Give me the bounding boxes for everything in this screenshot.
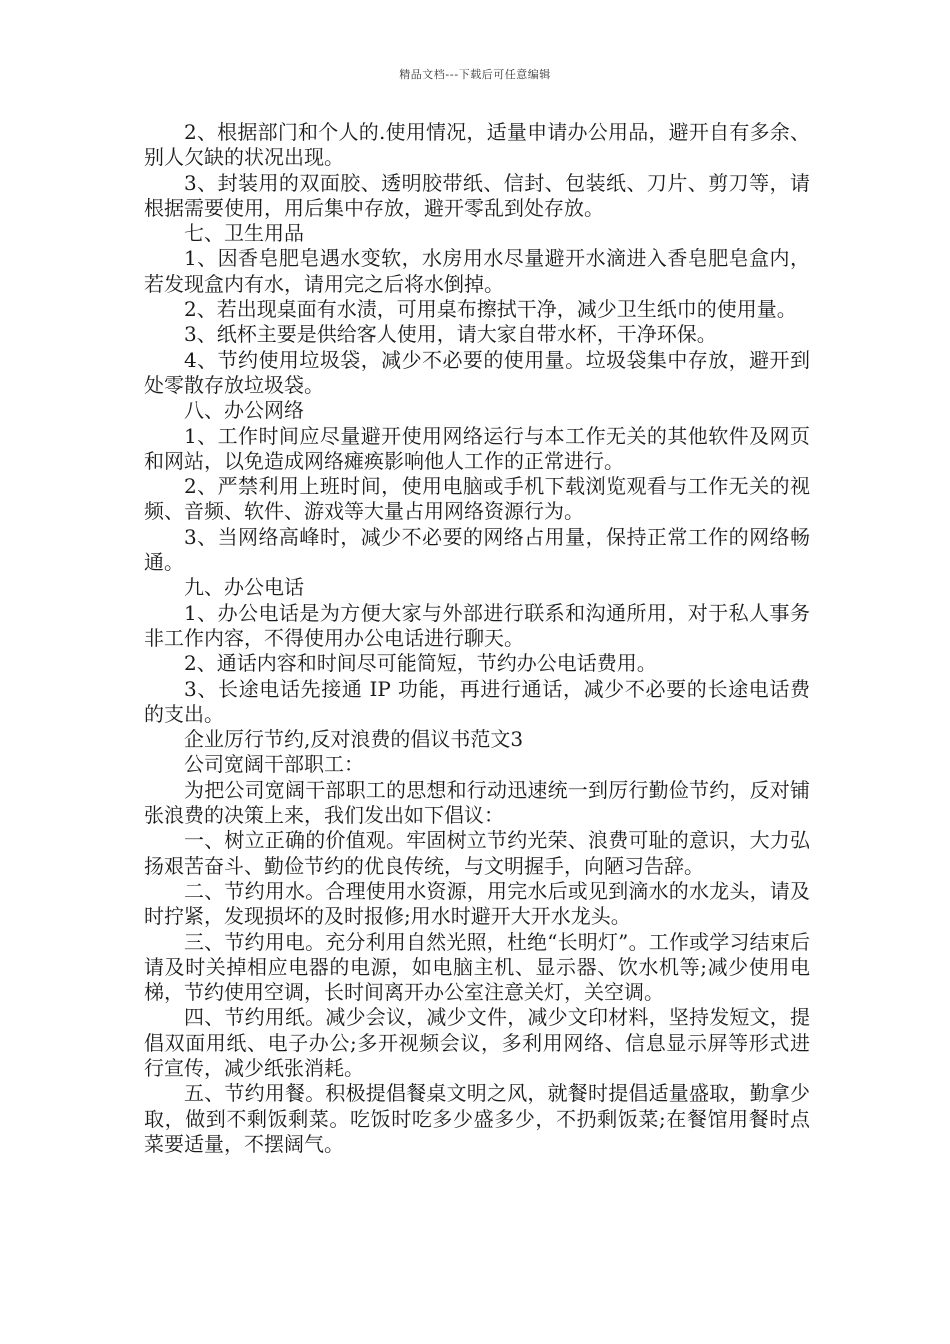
- paragraph: 五、节约用餐。积极提倡餐桌文明之风，就餐时提倡适量盛取，勤拿少取，做到不剩饭剩菜。吃饭时吃多少盛多少，不扔剩饭菜;在餐馆用餐时点菜要适量，不摆阔气。: [144, 1081, 810, 1156]
- paragraph: 为把公司宽阔干部职工的思想和行动迅速统一到厉行勤俭节约，反对铺张浪费的决策上来，我们发出如下倡议：: [144, 777, 810, 828]
- paragraph: 3、封装用的双面胶、透明胶带纸、信封、包装纸、刀片、剪刀等，请根据需要使用，用后集中存放，避开零乱到处存放。: [144, 170, 810, 220]
- paragraph: 3、纸杯主要是供给客人使用，请大家自带水杯，干净环保。: [184, 322, 717, 347]
- paragraph: 二、节约用水。合理使用水资源，用完水后或见到滴水的水龙头，请及时拧紧，发现损坏的及时报修;用水时避开大开水龙头。: [144, 878, 810, 929]
- paragraph: 2、若出现桌面有水渍，可用桌布擦拭干净，减少卫生纸巾的使用量。: [184, 297, 797, 322]
- section-heading: 九、办公电话: [184, 575, 304, 600]
- paragraph: 一、树立正确的价值观。牢固树立节约光荣、浪费可耻的意识，大力弘扬艰苦奋斗、勤俭节约的优良传统，与文明握手，向陋习告辞。: [144, 828, 810, 878]
- salutation: 公司宽阔干部职工：: [184, 752, 364, 777]
- section-heading: 八、办公网络: [184, 398, 304, 423]
- paragraph: 1、办公电话是为方便大家与外部进行联系和沟通所用，对于私人事务非工作内容，不得使用办公电话进行聊天。: [144, 600, 810, 650]
- document-body: [144, 120, 810, 1157]
- paragraph: 2、通话内容和时间尽可能简短，节约办公电话费用。: [184, 651, 657, 676]
- paragraph: 2、严禁利用上班时间，使用电脑或手机下载浏览观看与工作无关的视频、音频、软件、游戏等大量占用网络资源行为。: [144, 474, 810, 524]
- paragraph: 3、长途电话先接通 IP 功能，再进行通话，减少不必要的长途电话费的支出。: [144, 676, 810, 726]
- paragraph: 4、节约使用垃圾袋，减少不必要的使用量。垃圾袋集中存放，避开到处零散存放垃圾袋。: [144, 347, 810, 397]
- section-heading: 七、卫生用品: [184, 221, 304, 246]
- paragraph: 3、当网络高峰时，减少不必要的网络占用量，保持正常工作的网络畅通。: [144, 524, 810, 575]
- paragraph: 2、根据部门和个人的.使用情况，适量申请办公用品，避开自有多余、别人欠缺的状况出现。: [144, 120, 810, 170]
- paragraph: 1、因香皂肥皂遇水变软，水房用水尽量避开水滴进入香皂肥皂盒内，若发现盒内有水，请用完之后将水倒掉。: [144, 246, 810, 296]
- document-title: 企业厉行节约,反对浪费的倡议书范文3: [184, 727, 524, 752]
- page-header: 精品文档---下载后可任意编辑: [399, 68, 551, 81]
- paragraph: 三、节约用电。充分利用自然光照，杜绝“长明灯”。工作或学习结束后请及时关掉相应电器的电源，如电脑主机、显示器、饮水机等;减少使用电梯，节约使用空调，长时间离开办公室注意关灯，关空调。: [144, 929, 810, 1005]
- paragraph: 1、工作时间应尽量避开使用网络运行与本工作无关的其他软件及网页和网站，以免造成网络瘫痪影响他人工作的正常进行。: [144, 423, 810, 473]
- paragraph: 四、节约用纸。减少会议，减少文件，减少文印材料，坚持发短文，提倡双面用纸、电子办公;多开视频会议，多利用网络、信息显示屏等形式进行宣传，减少纸张消耗。: [144, 1005, 810, 1080]
